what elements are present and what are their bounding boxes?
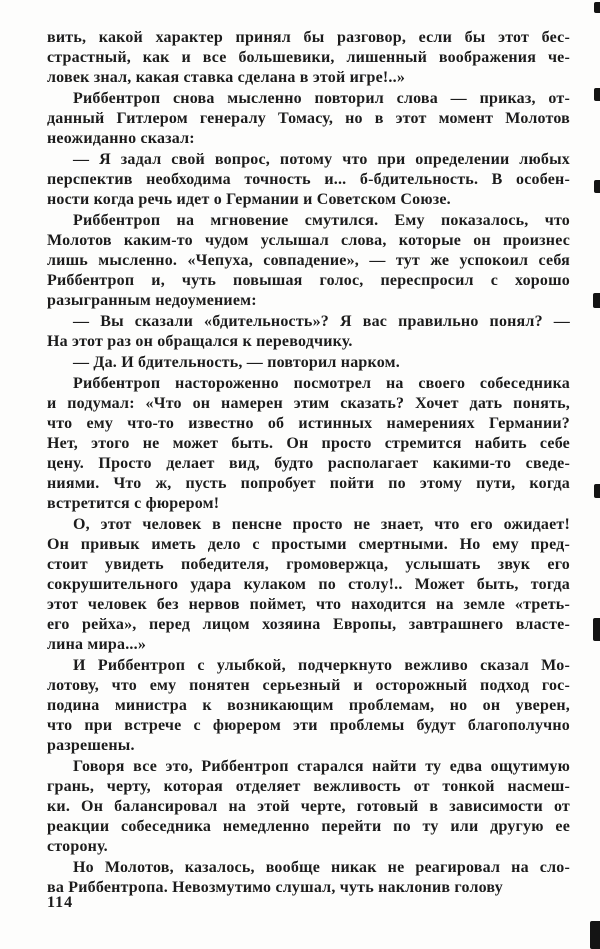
text-line: его рейха», перед лицом хозяина Европы, завтрашнего власте- [47,616,570,633]
text-line: На этот раз он обращался к переводчику. [47,333,353,350]
text-line: ниями. Что ж, пусть попробует пойти по этому пути, когда [47,475,570,492]
text-line: ки. Он балансировал на этой черте, готовый в зависимости от [47,798,570,815]
body-text [47,28,570,898]
paragraph [47,858,570,898]
text-line: лина мира...» [47,636,147,653]
text-line: этот человек без нервов поймет, что находится на земле «треть- [47,596,570,613]
text-line: стоит увидеть победителя, громовержца, услышать звук его [47,556,570,573]
text-line: подина министра к возникающим проблемам, но он уверен, [47,697,570,714]
text-line: перспектив необходима точность и... б-бдительность. В особен- [47,171,570,188]
text-line: неожиданно сказал: [47,130,195,147]
text-line: Нет, этого не может быть. Он просто стремится набить себе [47,435,570,452]
text-line: Риббентроп и, чуть повышая голос, переспросил с хорошо [47,272,570,289]
paragraph [47,312,570,352]
text-line: ва Риббентропа. Невозмутимо слушал, чуть наклонив голову [47,879,503,896]
text-line: сокрушительного удара кулаком по столу!.. Может быть, тогда [47,576,570,593]
text-line: сторону. [47,838,108,855]
text-line: И Риббентроп с улыбкой, подчеркнуто вежливо сказал Мо- [73,657,570,674]
text-line: лотову, что ему понятен серьезный и осторожный подход гос- [47,677,570,694]
text-line: и подумал: «Что он намерен этим сказать? Хочет дать понять, [47,395,570,412]
text-line: грань, черту, которая отделяет вежливость от тонкой насмеш- [47,778,570,795]
text-line: Молотов каким-то чудом услышал слова, которые он произнес [47,232,570,249]
scan-edge-marks [588,0,600,949]
text-line: реакции собеседника немедленно перейти по ту или другую ее [47,818,570,835]
paragraph [47,211,570,311]
paragraph [47,353,570,373]
text-line: встретится с фюрером! [47,495,220,512]
text-line: — Я задал свой вопрос, потому что при определении любых [73,151,570,168]
paragraph [47,656,570,756]
paragraph [47,757,570,857]
text-line: Но Молотов, казалось, вообще никак не реагировал на сло- [73,859,570,876]
text-line: Риббентроп на мгновение смутился. Ему показалось, что [73,212,570,229]
paragraph [47,150,570,210]
text-line: данный Гитлером генералу Томасу, но в этот момент Молотов [47,110,570,127]
scan-edge-mark [594,484,600,498]
text-line: О, этот человек в пенсне просто не знает, что его ожидает! [73,516,570,533]
paragraph [47,515,570,655]
text-line: вить, какой характер принял бы разговор, если бы этот бес- [47,29,570,46]
text-line: разрешены. [47,737,135,754]
text-line: цену. Просто делает вид, будто располагает какими-то сведе- [47,455,570,472]
paragraph [47,28,570,88]
text-line: — Вы сказали «бдительность»? Я вас правильно понял? — [73,313,570,330]
text-line: что ему что-то известно об истинных намерениях Германии? [47,415,570,432]
text-line: ловек знал, какая ставка сделана в этой игре!..» [47,69,406,86]
paragraph [47,89,570,149]
text-line: ности когда речь идет о Германии и Советском Союзе. [47,191,451,208]
scan-edge-mark [594,2,600,13]
text-line: Он привык иметь дело с простыми смертными. Но ему пред- [47,536,570,553]
page-number: 114 [47,894,74,911]
paragraph [47,374,570,514]
text-line: разыгранным недоумением: [47,292,257,309]
scan-edge-mark [593,618,600,641]
text-line: — Да. И бдительность, — повторил нарком. [73,354,400,371]
scan-edge-mark [593,293,600,308]
scan-edge-mark [590,921,600,949]
text-line: Риббентроп снова мысленно повторил слова — приказ, от- [73,90,570,107]
text-line: лишь мысленно. «Чепуха, совпадение», — тут же успокоил себя [47,252,570,269]
text-line: Говоря все это, Риббентроп старался найти ту едва ощутимую [73,758,570,775]
text-line: что при встрече с фюрером эти проблемы будут благополучно [47,717,570,734]
scan-edge-mark [594,180,600,193]
scan-edge-mark [594,88,600,101]
text-line: страстный, как и все большевики, лишенный воображения че- [47,49,570,66]
text-line: Риббентроп настороженно посмотрел на своего собеседника [73,375,570,392]
